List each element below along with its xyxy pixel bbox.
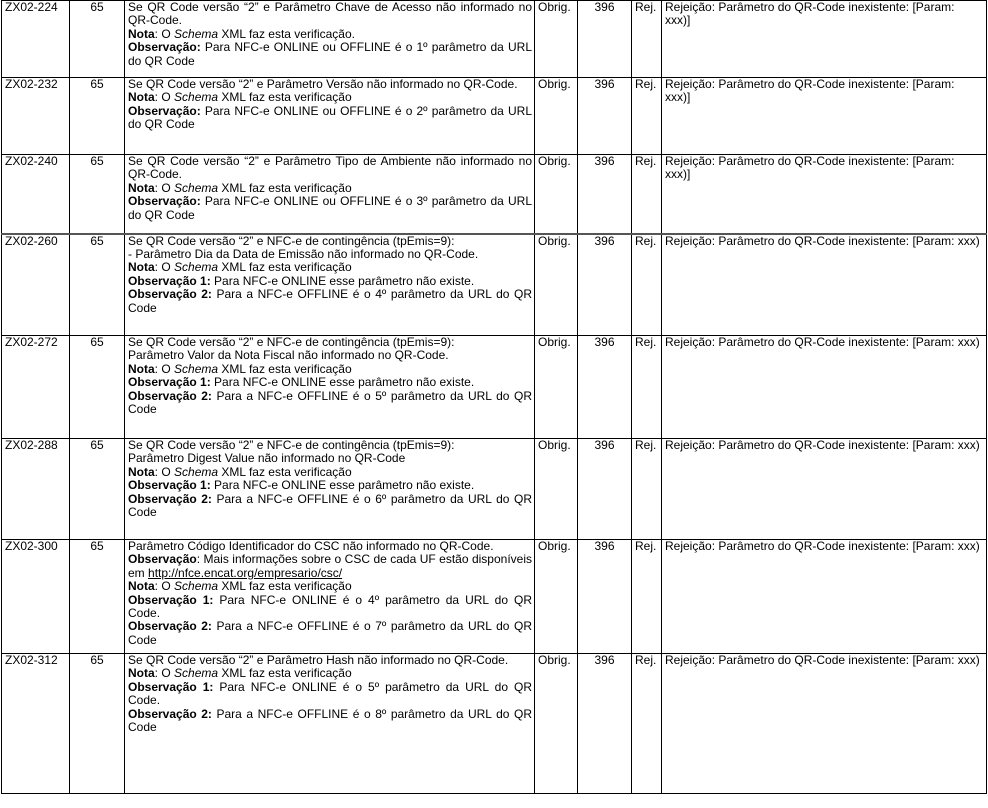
description-line bbox=[128, 235, 532, 248]
description-line bbox=[128, 553, 532, 580]
description-text: : O bbox=[154, 260, 175, 275]
description-label: Nota bbox=[128, 260, 155, 275]
description-cell bbox=[125, 439, 535, 540]
table-row bbox=[2, 234, 987, 336]
description-label: Observação: bbox=[128, 40, 201, 55]
table-row bbox=[2, 540, 987, 654]
description-text: Se QR Code versão “2” e Parâmetro Chave de Acesso não informado no QR-Code. bbox=[128, 0, 532, 28]
description-line bbox=[128, 182, 532, 195]
description-line bbox=[128, 28, 532, 41]
description-text: Se QR Code versão “2” e Parâmetro Versão não informado no QR-Code. bbox=[128, 77, 518, 91]
message-code-cell: 396 bbox=[578, 439, 632, 540]
description-text: Se QR Code versão “2” e NFC-e de contingência (tpEmis=9): bbox=[128, 335, 455, 349]
description-cell bbox=[125, 654, 535, 794]
applicability-cell: Obrig. bbox=[535, 336, 578, 439]
model-cell: 65 bbox=[70, 439, 125, 540]
validation-rules-table bbox=[1, 0, 987, 794]
description-text: Para NFC-e ONLINE esse parâmetro não existe. bbox=[210, 478, 475, 493]
description-line bbox=[128, 78, 532, 91]
description-italic: Schema bbox=[174, 464, 219, 479]
effect-cell: Rej. bbox=[632, 78, 662, 155]
message-cell: Rejeição: Parâmetro do QR-Code inexistente: [Param: xxx)] bbox=[662, 1, 987, 78]
description-line bbox=[128, 594, 532, 621]
description-cell bbox=[125, 78, 535, 155]
description-text: Parâmetro Código Identificador do CSC não informado no QR-Code. bbox=[128, 539, 494, 553]
description-italic: Schema bbox=[174, 260, 219, 275]
rule-code-cell: ZX02-288 bbox=[2, 439, 70, 540]
description-label: Observação 1: bbox=[128, 273, 211, 288]
description-cell bbox=[125, 336, 535, 439]
description-label: Observação 2: bbox=[128, 619, 212, 634]
description-italic: Schema bbox=[174, 180, 219, 195]
applicability-cell: Obrig. bbox=[535, 654, 578, 794]
message-code-cell: 396 bbox=[578, 654, 632, 794]
effect-cell: Rej. bbox=[632, 439, 662, 540]
model-cell: 65 bbox=[70, 1, 125, 78]
description-label: Observação 2: bbox=[128, 287, 212, 302]
applicability-cell: Obrig. bbox=[535, 155, 578, 234]
message-code-cell: 396 bbox=[578, 540, 632, 654]
description-text: : O bbox=[154, 26, 175, 41]
description-line bbox=[128, 248, 532, 261]
description-line bbox=[128, 452, 532, 465]
model-cell: 65 bbox=[70, 78, 125, 155]
description-line bbox=[128, 91, 532, 104]
description-text: Para NFC-e ONLINE ou OFFLINE é o 1º parâmetro da URL do QR Code bbox=[128, 40, 532, 68]
description-line bbox=[128, 667, 532, 680]
description-label: Observação 2: bbox=[128, 706, 212, 721]
description-label: Nota bbox=[128, 464, 155, 479]
description-text: : O bbox=[154, 464, 175, 479]
description-cell bbox=[125, 155, 535, 234]
description-label: Observação 2: bbox=[128, 388, 212, 403]
effect-cell: Rej. bbox=[632, 1, 662, 78]
description-text: Para a NFC-e OFFLINE é o 4º parâmetro da URL do QR Code bbox=[128, 287, 532, 315]
rule-code-cell: ZX02-312 bbox=[2, 654, 70, 794]
effect-cell: Rej. bbox=[632, 540, 662, 654]
model-cell: 65 bbox=[70, 234, 125, 336]
effect-cell: Rej. bbox=[632, 234, 662, 336]
description-line bbox=[128, 466, 532, 479]
description-text: Para a NFC-e OFFLINE é o 8º parâmetro da URL do QR Code bbox=[128, 706, 532, 735]
description-text: : O bbox=[154, 361, 175, 376]
rule-code-cell: ZX02-272 bbox=[2, 336, 70, 439]
rule-code-cell: ZX02-300 bbox=[2, 540, 70, 654]
description-line bbox=[128, 1, 532, 28]
description-line bbox=[128, 288, 532, 315]
description-text: Se QR Code versão “2” e Parâmetro Tipo de Ambiente não informado no QR-Code. bbox=[128, 154, 532, 182]
description-text: XML faz esta verificação bbox=[218, 260, 352, 275]
description-text: Para NFC-e ONLINE esse parâmetro não existe. bbox=[210, 375, 475, 390]
description-text: Se QR Code versão “2” e Parâmetro Hash não informado no QR-Code. bbox=[128, 653, 509, 667]
description-line bbox=[128, 41, 532, 68]
description-cell bbox=[125, 1, 535, 78]
message-cell: Rejeição: Parâmetro do QR-Code inexistente: [Param: xxx) bbox=[662, 336, 987, 439]
description-line bbox=[128, 654, 532, 667]
message-cell: Rejeição: Parâmetro do QR-Code inexistente: [Param: xxx) bbox=[662, 439, 987, 540]
description-line bbox=[128, 620, 532, 647]
description-line bbox=[128, 708, 532, 735]
description-text: Para NFC-e ONLINE é o 4º parâmetro da URL do QR Code. bbox=[128, 592, 532, 621]
description-line bbox=[128, 261, 532, 274]
description-text: - Parâmetro Dia da Data de Emissão não informado no QR-Code. bbox=[128, 246, 479, 261]
description-line bbox=[128, 580, 532, 593]
message-cell: Rejeição: Parâmetro do QR-Code inexistente: [Param: xxx) bbox=[662, 540, 987, 654]
description-label: Observação 1: bbox=[128, 592, 214, 607]
description-italic: Schema bbox=[174, 666, 219, 681]
description-line bbox=[128, 390, 532, 417]
table-row bbox=[2, 1, 987, 78]
description-text: XML faz esta verificação bbox=[218, 180, 352, 195]
description-label: Nota bbox=[128, 180, 155, 195]
model-cell: 65 bbox=[70, 336, 125, 439]
description-line bbox=[128, 376, 532, 389]
description-line bbox=[128, 349, 532, 362]
description-text: Se QR Code versão “2” e NFC-e de contingência (tpEmis=9): bbox=[128, 233, 455, 248]
description-line bbox=[128, 195, 532, 222]
table-row bbox=[2, 155, 987, 234]
description-text: XML faz esta verificação bbox=[218, 90, 352, 105]
description-line bbox=[128, 479, 532, 492]
description-text: Para a NFC-e OFFLINE é o 5º parâmetro da URL do QR Code bbox=[128, 388, 532, 417]
description-line bbox=[128, 336, 532, 349]
description-line bbox=[128, 439, 532, 452]
message-cell: Rejeição: Parâmetro do QR-Code inexistente: [Param: xxx) bbox=[662, 234, 987, 336]
effect-cell: Rej. bbox=[632, 654, 662, 794]
applicability-cell: Obrig. bbox=[535, 234, 578, 336]
description-label: Observação 1: bbox=[128, 679, 214, 694]
description-italic: Schema bbox=[174, 579, 219, 594]
description-text: : Mais informações sobre o CSC de cada UF estão disponíveis em bbox=[128, 552, 532, 580]
description-line bbox=[128, 540, 532, 553]
applicability-cell: Obrig. bbox=[535, 540, 578, 654]
description-text: Para a NFC-e OFFLINE é o 7º parâmetro da URL do QR Code bbox=[128, 619, 532, 647]
message-cell: Rejeição: Parâmetro do QR-Code inexistente: [Param: xxx)] bbox=[662, 78, 987, 155]
description-text: : O bbox=[154, 579, 175, 594]
message-code-cell: 396 bbox=[578, 234, 632, 336]
description-italic: Schema bbox=[174, 90, 219, 105]
description-text: : O bbox=[154, 666, 175, 681]
message-cell: Rejeição: Parâmetro do QR-Code inexistente: [Param: xxx) bbox=[662, 654, 987, 794]
description-label: Nota bbox=[128, 90, 155, 105]
message-cell: Rejeição: Parâmetro do QR-Code inexistente: [Param: xxx)] bbox=[662, 155, 987, 234]
description-text: XML faz esta verificação. bbox=[218, 26, 355, 41]
description-text: Para a NFC-e OFFLINE é o 6º parâmetro da URL do QR Code bbox=[128, 491, 532, 520]
description-line bbox=[128, 681, 532, 708]
model-cell: 65 bbox=[70, 155, 125, 234]
rule-code-cell: ZX02-260 bbox=[2, 234, 70, 336]
rule-code-cell: ZX02-232 bbox=[2, 78, 70, 155]
rule-code-cell: ZX02-240 bbox=[2, 155, 70, 234]
description-text: : O bbox=[154, 180, 175, 195]
description-text: : O bbox=[154, 90, 175, 105]
description-label: Nota bbox=[128, 579, 155, 594]
description-text: XML faz esta verificação bbox=[218, 666, 352, 681]
table-row bbox=[2, 439, 987, 540]
message-code-cell: 396 bbox=[578, 78, 632, 155]
description-label: Nota bbox=[128, 361, 155, 376]
description-line bbox=[128, 105, 532, 132]
description-text: Parâmetro Valor da Nota Fiscal não informado no QR-Code. bbox=[128, 348, 449, 363]
description-label: Observação 2: bbox=[128, 491, 212, 506]
description-line bbox=[128, 363, 532, 376]
description-cell bbox=[125, 234, 535, 336]
description-text: XML faz esta verificação bbox=[218, 579, 352, 594]
message-code-cell: 396 bbox=[578, 336, 632, 439]
description-label: Observação 1: bbox=[128, 478, 211, 493]
description-text: Se QR Code versão “2” e NFC-e de contingência (tpEmis=9): bbox=[128, 438, 455, 452]
description-text: XML faz esta verificação bbox=[218, 361, 352, 376]
description-label: Observação: bbox=[128, 194, 201, 209]
message-code-cell: 396 bbox=[578, 155, 632, 234]
description-text: Para NFC-e ONLINE esse parâmetro não existe. bbox=[210, 273, 475, 288]
description-line bbox=[128, 493, 532, 520]
table-row bbox=[2, 336, 987, 439]
applicability-cell: Obrig. bbox=[535, 1, 578, 78]
description-line bbox=[128, 275, 532, 288]
description-line bbox=[128, 155, 532, 182]
description-italic: Schema bbox=[174, 26, 219, 41]
description-italic: Schema bbox=[174, 361, 219, 376]
description-text: XML faz esta verificação bbox=[218, 464, 352, 479]
description-label: Observação 1: bbox=[128, 375, 211, 390]
description-label: Observação: bbox=[128, 103, 201, 118]
model-cell: 65 bbox=[70, 654, 125, 794]
rule-code-cell: ZX02-224 bbox=[2, 1, 70, 78]
model-cell: 65 bbox=[70, 540, 125, 654]
description-text: Para NFC-e ONLINE é o 5º parâmetro da URL do QR Code. bbox=[128, 679, 532, 708]
table-row bbox=[2, 654, 987, 794]
applicability-cell: Obrig. bbox=[535, 439, 578, 540]
description-label: Nota bbox=[128, 26, 155, 41]
description-label: Observação bbox=[128, 552, 197, 567]
description-text: Para NFC-e ONLINE ou OFFLINE é o 3º parâmetro da URL do QR Code bbox=[128, 194, 532, 222]
csc-link[interactable]: http://nfce.encat.org/empresario/csc/ bbox=[148, 565, 343, 580]
message-code-cell: 396 bbox=[578, 1, 632, 78]
description-cell bbox=[125, 540, 535, 654]
effect-cell: Rej. bbox=[632, 155, 662, 234]
effect-cell: Rej. bbox=[632, 336, 662, 439]
table-row bbox=[2, 78, 987, 155]
description-text: Parâmetro Digest Value não informado no QR-Code bbox=[128, 451, 406, 466]
description-label: Nota bbox=[128, 666, 155, 681]
description-text: Para NFC-e ONLINE ou OFFLINE é o 2º parâmetro da URL do QR Code bbox=[128, 103, 532, 132]
applicability-cell: Obrig. bbox=[535, 78, 578, 155]
